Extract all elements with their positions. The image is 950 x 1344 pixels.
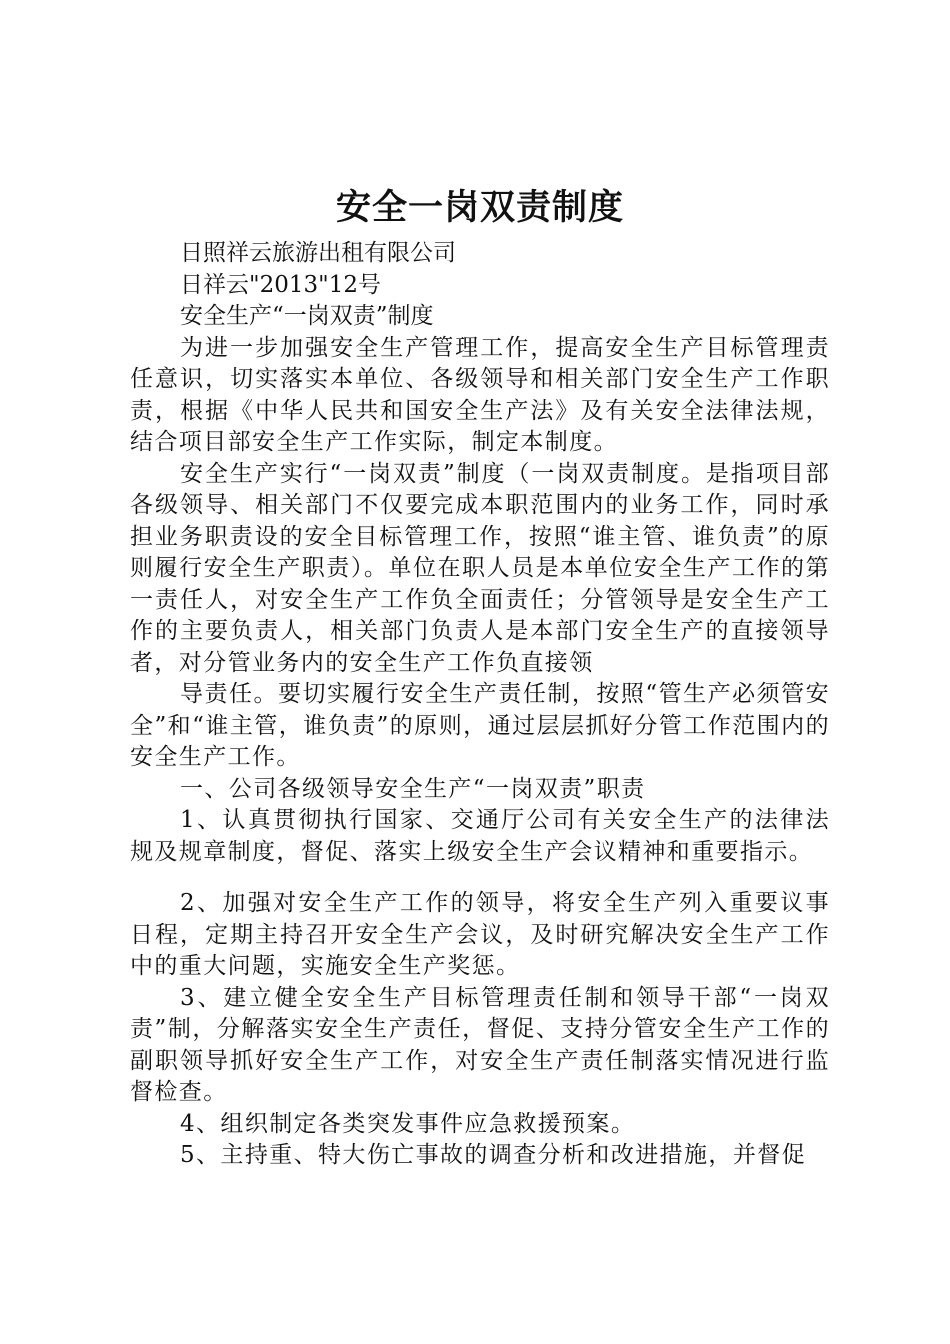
document-title: 安全一岗双责制度 <box>335 187 624 228</box>
paragraph-definition: 安全生产实行“一岗双责”制度（一岗双责制度。是指项目部各级领导、相关部门不仅要完成本职范围内的业务工作，同时承担业务职责设的安全目标管理工作，按照“谁主管、谁负责”的原则履行安全生产职责）。单位在职人员是本单位安全生产工作的第一责任人，对安全生产工作负全面责任；分管领导是安全生产工作的主要负责人，相关部门负责人是本部门安全生产的直接领导者，对分管业务内的安全生产工作负直接领 <box>130 460 830 676</box>
document-subtitle: 安全生产“一岗双责”制度 <box>180 303 434 329</box>
paragraph-definition-continued: 导责任。要切实履行安全生产责任制，按照“管生产必须管安全”和“谁主管，谁负责”的原则，通过层层抓好分管工作范围内的安全生产工作。 <box>130 681 830 770</box>
section-heading-leaders: 一、公司各级领导安全生产“一岗双责”职责 <box>180 775 646 802</box>
paragraph-purpose: 为进一步加强安全生产管理工作，提高安全生产目标管理责任意识，切实落实本单位、各级领导和相关部门安全生产工作职责，根据《中华人民共和国安全生产法》及有关安全法律法规，结合项目部安全生产工作实际，制定本制度。 <box>130 334 830 455</box>
duty-item-5: 5、主持重、特大伤亡事故的调查分析和改进措施，并督促 <box>180 1142 807 1168</box>
document-number: 日祥云"2013"12号 <box>180 271 381 298</box>
duty-item-4: 4、组织制定各类突发事件应急救援预案。 <box>180 1110 636 1137</box>
duty-item-3: 3、建立健全安全生产目标管理责任制和领导干部“一岗双责”制，分解落实安全生产责任，督促、支持分管安全生产工作的副职领导抓好安全生产工作，对安全生产责任制落实情况进行监督检查。 <box>130 984 830 1105</box>
duty-item-2: 2、加强对安全生产工作的领导，将安全生产列入重要议事日程，定期主持召开安全生产会议，及时研究解决安全生产工作中的重大问题，实施安全生产奖惩。 <box>130 890 830 979</box>
document-page <box>130 180 830 1172</box>
company-name: 日照祥云旅游出租有限公司 <box>180 240 456 266</box>
duty-item-1: 1、认真贯彻执行国家、交通厅公司有关安全生产的法律法规及规章制度，督促、落实上级安全生产会议精神和重要指示。 <box>130 807 830 865</box>
